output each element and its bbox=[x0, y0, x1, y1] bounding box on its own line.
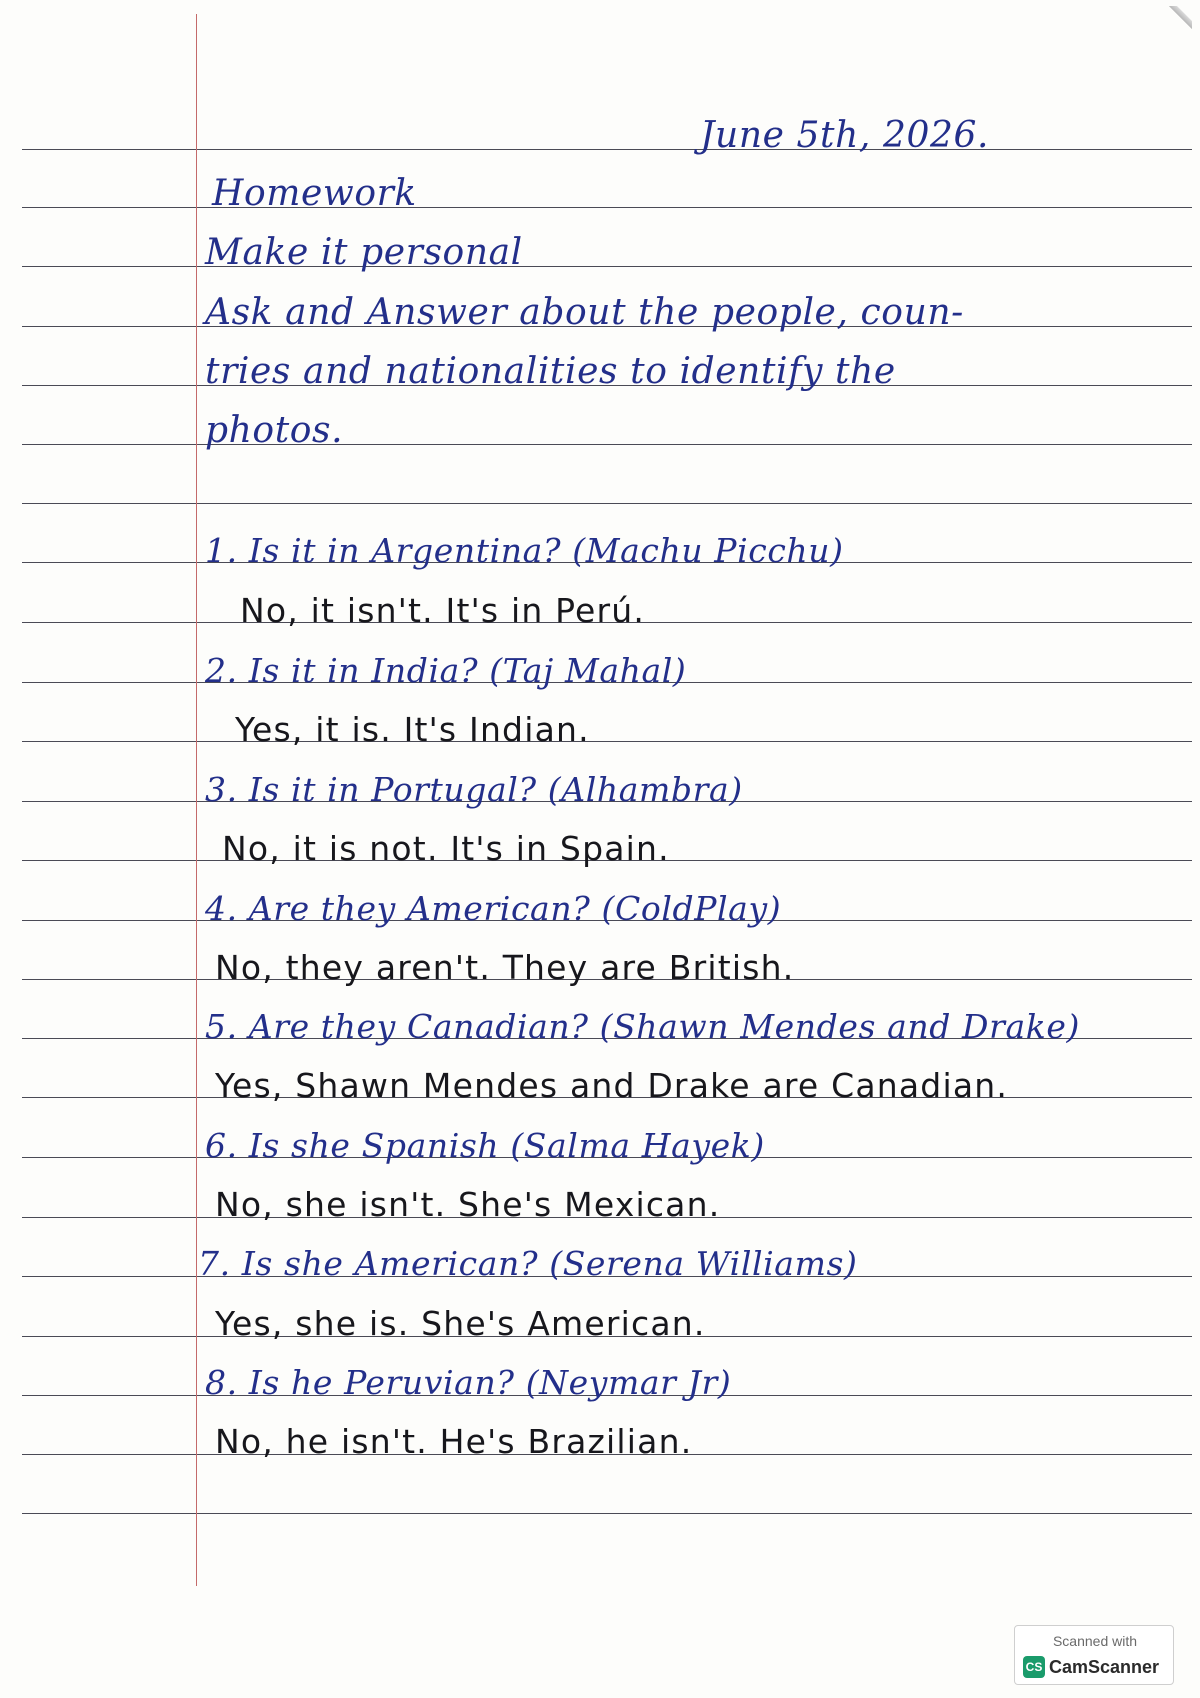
question-line: 5. Are they Canadian? (Shawn Mendes and Drake) bbox=[205, 1007, 1080, 1046]
question-line: 3. Is it in Portugal? (Alhambra) bbox=[205, 770, 743, 809]
scanned-with-text: Scanned with bbox=[1052, 1633, 1138, 1649]
question-line: 4. Are they American? (ColdPlay) bbox=[205, 889, 782, 928]
question-line: 7. Is she American? (Serena Williams) bbox=[198, 1244, 858, 1283]
answer-line: No, they aren't. They are British. bbox=[215, 948, 795, 987]
instruction-line: photos. bbox=[205, 410, 344, 451]
answer-line: No, she isn't. She's Mexican. bbox=[215, 1185, 721, 1224]
camscanner-logo-icon: CS bbox=[1023, 1656, 1045, 1678]
camscanner-name: CamScanner bbox=[1049, 1657, 1160, 1677]
ruled-line bbox=[22, 266, 1192, 267]
camscanner-watermark bbox=[1014, 1625, 1174, 1685]
question-line: 6. Is she Spanish (Salma Hayek) bbox=[205, 1126, 765, 1165]
instruction-line: Ask and Answer about the people, coun- bbox=[205, 292, 964, 333]
ruled-line bbox=[22, 741, 1192, 742]
question-line: 2. Is it in India? (Taj Mahal) bbox=[205, 651, 687, 690]
ruled-line bbox=[22, 444, 1192, 445]
answer-line: No, he isn't. He's Brazilian. bbox=[215, 1422, 693, 1461]
answer-line: Yes, Shawn Mendes and Drake are Canadian. bbox=[215, 1066, 1009, 1105]
instruction-line: tries and nationalities to identify the bbox=[205, 351, 896, 392]
question-line: 1. Is it in Argentina? (Machu Picchu) bbox=[205, 531, 844, 570]
handwritten-date: June 5th, 2026. bbox=[700, 115, 990, 156]
question-line: 8. Is he Peruvian? (Neymar Jr) bbox=[205, 1363, 732, 1402]
answer-line: No, it isn't. It's in Perú. bbox=[240, 591, 646, 630]
heading-homework: Homework bbox=[212, 173, 417, 214]
ruled-line bbox=[22, 503, 1192, 504]
ruled-line bbox=[22, 207, 1192, 208]
ruled-line bbox=[22, 149, 1192, 150]
page-fold-corner bbox=[1166, 6, 1192, 32]
heading-make-it-personal: Make it personal bbox=[205, 232, 523, 273]
answer-line: No, it is not. It's in Spain. bbox=[222, 829, 670, 868]
answer-line: Yes, it is. It's Indian. bbox=[235, 710, 590, 749]
ruled-line bbox=[22, 1513, 1192, 1514]
margin-line bbox=[196, 14, 197, 1586]
answer-line: Yes, she is. She's American. bbox=[215, 1304, 706, 1343]
